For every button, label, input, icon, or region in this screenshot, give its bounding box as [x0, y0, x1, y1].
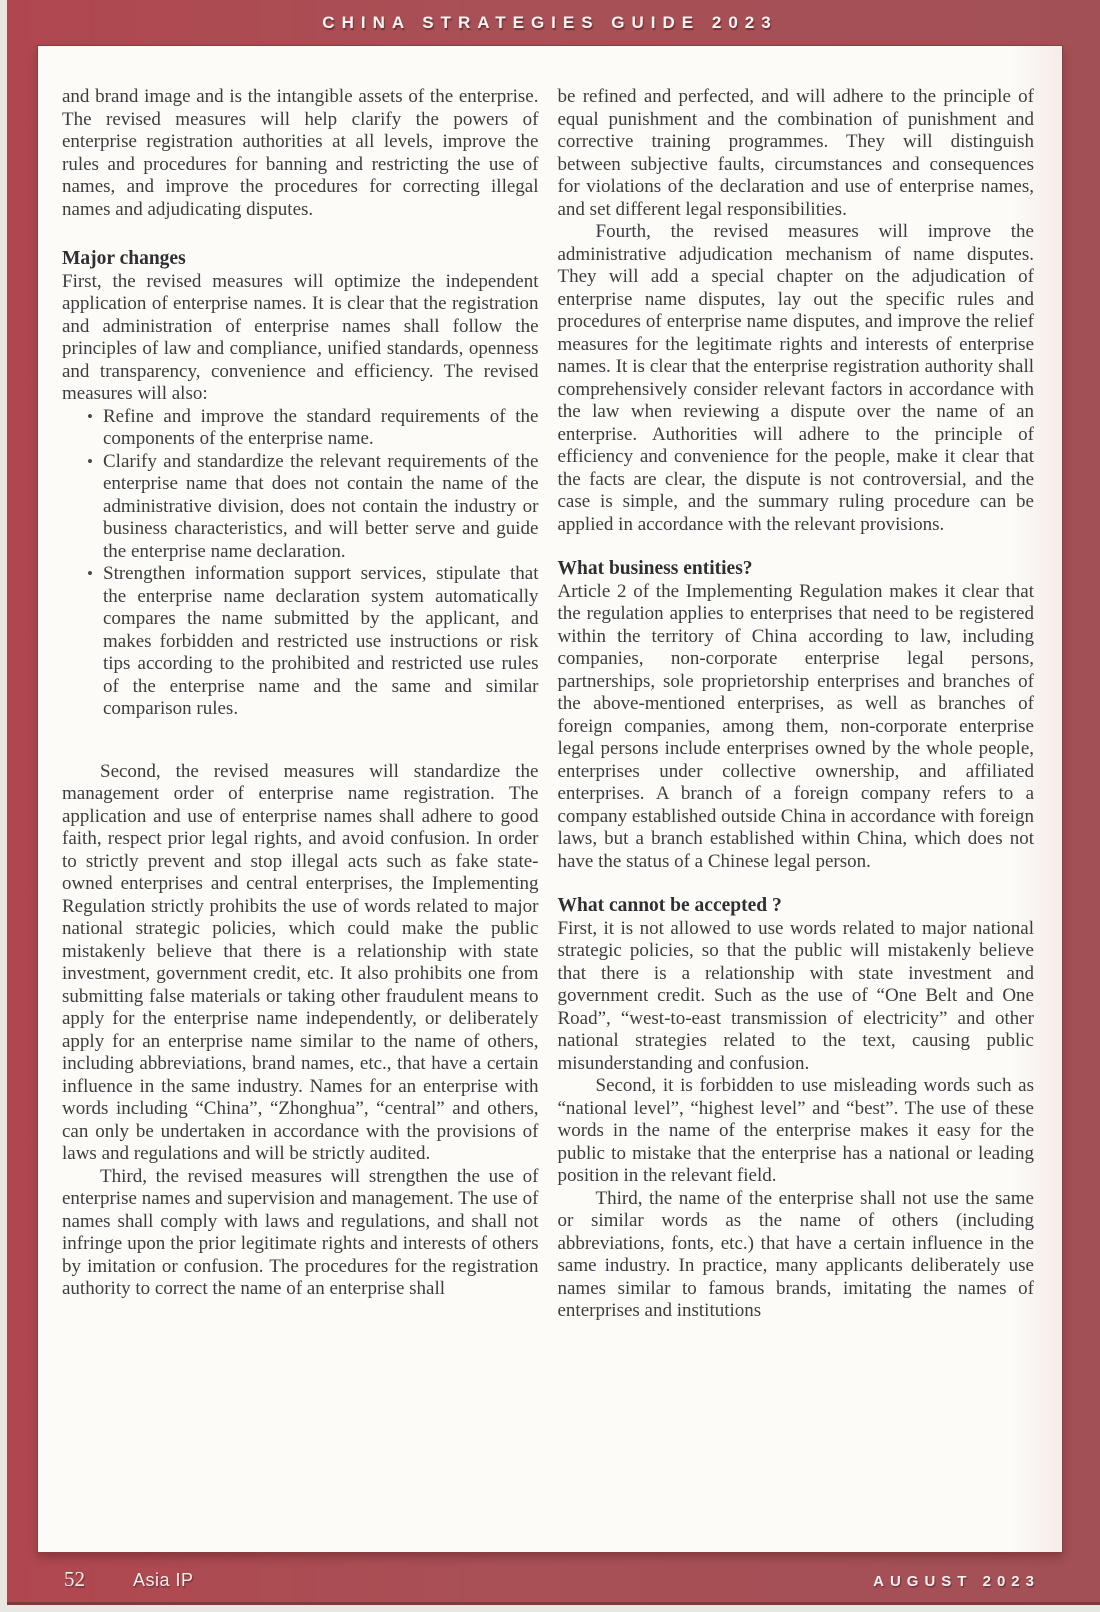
- magazine-page: [38, 46, 1062, 1552]
- bullet-item: • Strengthen information support services, stipulate that the enterprise name declaration system automatically compares the name submitted by the applicant, and makes forbidden and restricted use instructions or risk tips according to the prohibited and restricted use rules of the enterprise name and the same and similar comparison rules.: [62, 563, 539, 721]
- right-column: [558, 86, 1035, 1323]
- bullet-list: [62, 406, 539, 721]
- footer-issue-date: AUGUST 2023: [873, 1573, 1040, 1590]
- bullet-item: • Refine and improve the standard requirements of the components of the enterprise name.: [62, 406, 539, 451]
- two-column-layout: [62, 86, 1034, 1323]
- footer-page-number: 52: [64, 1567, 85, 1591]
- paragraph: Fourth, the revised measures will improve the administrative adjudication mechanism of name disputes. They will add a special chapter on the adjudication of enterprise name disputes, lay out the specific rules and procedures of enterprise name disputes, and improve the relief measures for the legitimate rights and interests of enterprise names. It is clear that the enterprise registration authority shall comprehensively consider relevant factors in accordance with the law when reviewing a dispute over the name of an enterprise. Authorities will adhere to the principle of efficiency and convenience for the people, make it clear that the facts are clear, the dispute is not controversial, and the case is simple, and the summary ruling procedure can be applied in accordance with the relevant provisions.: [557, 221, 1034, 535]
- section-heading-major-changes: Major changes: [62, 248, 186, 269]
- section-heading-cannot-be-accepted: What cannot be accepted ?: [557, 895, 782, 916]
- paragraph: and brand image and is the intangible assets of the enterprise. The revised measures will help clarify the powers of enterprise registration authorities at all levels, improve the rules and procedures for banning and restricting the use of names, and improve the procedures for correcting illegal names and adjudicating disputes.: [62, 86, 539, 220]
- section-heading-business-entities: What business entities?: [557, 558, 753, 579]
- footer-magazine-name: Asia IP: [133, 1570, 194, 1590]
- paragraph: be refined and perfected, and will adhere to the principle of equal punishment and the combination of punishment and corrective training programmes. They will distinguish between subjective faults, circumstances and consequences for violations of the declaration and use of enterprise names, and set different legal responsibilities.: [557, 86, 1034, 220]
- header-banner-title: CHINA STRATEGIES GUIDE 2023: [322, 13, 778, 32]
- paragraph: First, it is not allowed to use words related to major national strategic policies, so that the public will mistakenly believe that there is a relationship with state investment and government credit. Such as the use of “One Belt and One Road”, “west-to-east transmission of electricity” and other national strategies related to the text, causing public misunderstanding and confusion.: [557, 917, 1034, 1074]
- paragraph: Second, the revised measures will standardize the management order of enterprise name registration. The application and use of enterprise names shall adhere to good faith, respect prior legal rights, and avoid confusion. In order to strictly prevent and stop illegal acts such as fake state-owned enterprises and central enterprises, the Implementing Regulation strictly prohibits the use of words related to major national strategic policies, which could make the public mistakenly believe that there is a relationship with state investment, government credit, etc. It also prohibits one from submitting false materials or taking other fraudulent means to apply for the enterprise name independently, or deliberately apply for an enterprise name similar to the name of others, including abbreviations, brand names, etc., that have a certain influence in the same industry. Names for an enterprise with words including “China”, “Zhonghua”, “central” and others, can only be undertaken in accordance with the provisions of laws and regulations and will be strictly audited.: [62, 760, 539, 1164]
- paragraph: Third, the revised measures will strengthen the use of enterprise names and supervision and management. The use of names shall comply with laws and regulations, and shall not infringe upon the prior legitimate rights and interests of others by imitation or confusion. The procedures for the registration authority to correct the name of an enterprise shall: [62, 1165, 539, 1299]
- paragraph: Article 2 of the Implementing Regulation makes it clear that the regulation applies to enterprises that need to be registered within the territory of China according to law, including companies, non-corporate enterprise legal persons, partnerships, sole proprietorship enterprises and branches of the above-mentioned enterprises, as well as branches of foreign companies, among them, non-corporate enterprise legal persons include enterprises owned by the whole people, enterprises under collective ownership, and affiliated enterprises. A branch of a foreign company refers to a company established outside China in accordance with foreign laws, but a branch established within China, which does not have the status of a Chinese legal person.: [557, 580, 1034, 872]
- paragraph: First, the revised measures will optimize the independent application of enterprise names. It is clear that the registration and administration of enterprise names shall follow the principles of law and compliance, unified standards, openness and transparency, convenience and efficiency. The revised measures will also:: [62, 270, 539, 404]
- bullet-item: • Clarify and standardize the relevant requirements of the enterprise name that does not contain the name of the administrative division, does not contain the industry or business characteristics, and will better serve and guide the enterprise name declaration.: [62, 451, 539, 564]
- left-column: [62, 86, 539, 1323]
- paragraph: Third, the name of the enterprise shall not use the same or similar words as the name of others (including abbreviations, fonts, etc.) that have a certain influence in the same industry. In practice, many applicants deliberately use names similar to famous brands, imitating the names of enterprises and institutions: [557, 1187, 1034, 1321]
- paragraph: Second, it is forbidden to use misleading words such as “national level”, “highest level” and “best”. The use of these words in the name of the enterprise makes it easy for the public to mistake that the enterprise has a national or leading position in the relevant field.: [557, 1075, 1034, 1186]
- footer: [38, 1567, 1062, 1592]
